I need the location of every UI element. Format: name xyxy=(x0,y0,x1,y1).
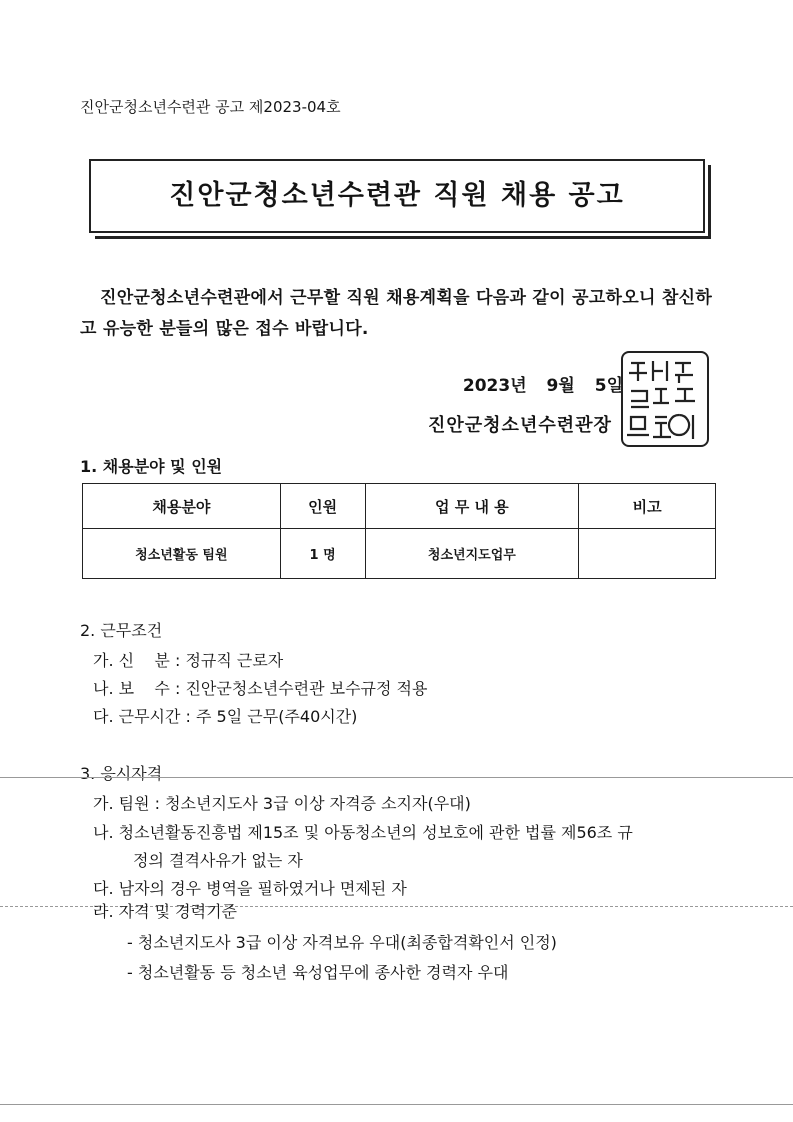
condition-item: 다. 근무시간 : 주 5일 근무(주40시간) xyxy=(93,707,358,726)
section3-heading: 3. 응시자격 xyxy=(80,764,163,783)
column-header: 업 무 내 용 xyxy=(365,484,579,529)
section1-heading: 1. 채용분야 및 인원 xyxy=(80,457,223,476)
organization-name: 진안군청소년수련관장 xyxy=(428,415,612,436)
qualification-item-continued: 정의 결격사유가 없는 자 xyxy=(133,851,303,870)
condition-item: 나. 보 수 : 진안군청소년수련관 보수규정 적용 xyxy=(93,679,428,698)
title-box xyxy=(89,159,705,233)
table-header-row xyxy=(83,484,716,529)
qualification-item: 다. 남자의 경우 병역을 필하였거나 면제된 자 xyxy=(93,879,407,898)
recruitment-table xyxy=(82,483,716,579)
qualification-item: 나. 청소년활동진흥법 제15조 및 아동청소년의 성보호에 관한 법률 제56조 규 xyxy=(93,823,633,842)
section2-heading: 2. 근무조건 xyxy=(80,621,163,640)
column-header: 비고 xyxy=(579,484,716,529)
qualification-item: 가. 팀원 : 청소년지도사 3급 이상 자격증 소지자(우대) xyxy=(93,794,471,813)
table-row xyxy=(83,529,716,579)
page-title: 진안군청소년수련관 직원 채용 공고 xyxy=(169,180,625,211)
announcement-date xyxy=(449,371,623,396)
column-header: 채용분야 xyxy=(83,484,281,529)
intro-paragraph: 진안군청소년수련관에서 근무할 직원 채용계획을 다음과 같이 공고하오니 참신하고 유능한 분들의 많은 접수 바랍니다. xyxy=(80,288,713,339)
date-year: 2023년 xyxy=(462,376,527,396)
qualification-item: 라. 자격 및 경력기준 xyxy=(93,902,237,921)
cell-field: 청소년활동 팀원 xyxy=(83,529,281,579)
cell-count: 1 명 xyxy=(280,529,365,579)
scan-line xyxy=(0,777,793,778)
bottom-rule xyxy=(0,1104,793,1105)
cell-duties: 청소년지도업무 xyxy=(365,529,579,579)
cell-note xyxy=(579,529,716,579)
date-month: 9월 xyxy=(546,376,575,396)
document-number: 진안군청소년수련관 공고 제2023-04호 xyxy=(80,98,341,116)
date-day: 5일 xyxy=(594,376,623,396)
condition-item: 가. 신 분 : 정규직 근로자 xyxy=(93,651,284,670)
qualification-subitem: - 청소년활동 등 청소년 육성업무에 종사한 경력자 우대 xyxy=(127,963,509,982)
official-seal-icon xyxy=(621,351,709,447)
column-header: 인원 xyxy=(280,484,365,529)
qualification-subitem: - 청소년지도사 3급 이상 자격보유 우대(최종합격확인서 인정) xyxy=(127,933,557,952)
